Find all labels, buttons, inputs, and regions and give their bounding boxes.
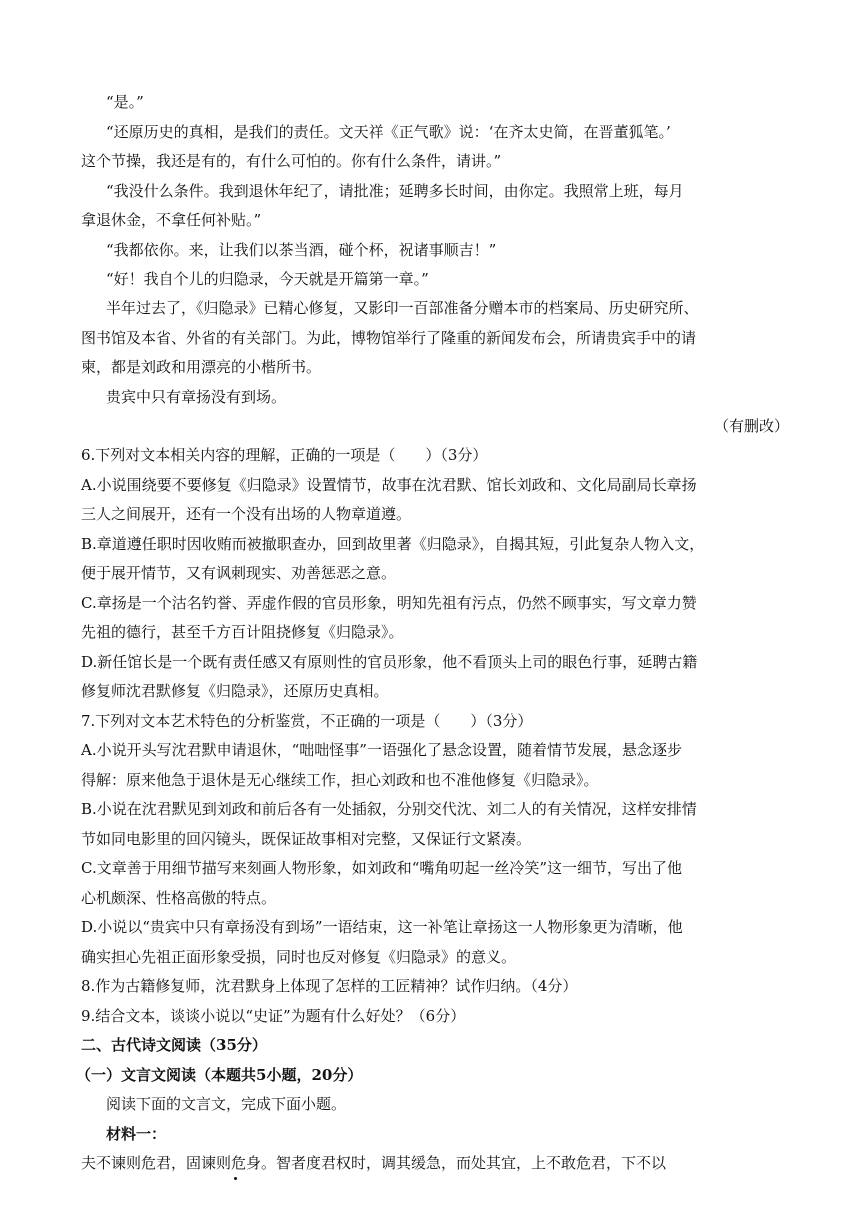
option-7b: B.小说在沈君默见到刘政和前后各有一处插叙，分别交代沈、刘二人的有关情况，这样安排情: [81, 800, 697, 818]
question-6: 6.下列对文本相关内容的理解，正确的一项是（ ）（3分）: [81, 446, 488, 464]
option-7c: C.文章善于用细节描写来刻画人物形象，如刘政和“嘴角叨起一丝冷笑”这一细节，写出了他: [81, 859, 683, 877]
classical-text-line: 夫不谏则危君，固谏则危身。智者度君权时，调其缓急，而处其宜，上不敢危君，下不以: [81, 1154, 667, 1172]
option-6c: C.章扬是一个沽名钓誉、弄虚作假的官员形象，明知先祖有污点，仍然不顾事实，写文章力赞: [81, 594, 697, 612]
edit-note: （有删改）: [713, 417, 789, 435]
story-paragraph: 柬，都是刘政和用漂亮的小楷所书。: [81, 358, 322, 376]
dialogue-line: “我没什么条件。我到退休年纪了，请批准；延聘多长时间，由你定。我照常上班，每月: [106, 182, 684, 200]
question-9: 9.结合文本，谈谈小说以“史证”为题有什么好处？（6分）: [81, 1007, 466, 1025]
option-7a: 得解：原来他急于退休是无心继续工作，担心刘政和也不准他修复《归隐录》。: [81, 771, 599, 789]
question-8: 8.作为古籍修复师，沈君默身上体现了怎样的工匠精神？试作归纳。（4分）: [81, 977, 578, 995]
option-7b: 节如同电影里的回闪镜头，既保证故事相对完整，又保证行文紧凑。: [81, 830, 532, 848]
option-6d: D.新任馆长是一个既有责任感又有原则性的官员形象，他不看顶头上司的眼色行事，延聘古籍: [81, 653, 698, 671]
emphasis-dot: [234, 1177, 237, 1180]
option-6d: 修复师沈君默修复《归隐录》，还原历史真相。: [81, 682, 389, 700]
option-6a: 三人之间展开，还有一个没有出场的人物章道遵。: [81, 505, 412, 523]
dialogue-line: 这个节操，我还是有的，有什么可怕的。你有什么条件，请讲。”: [81, 152, 502, 170]
option-6b: B.章道遵任职时因收贿而被撤职查办，回到故里著《归隐录》，自揭其短，引此复杂人物入文，: [81, 535, 705, 553]
option-6a: A.小说围绕要不要修复《归隐录》设置情节，故事在沈君默、馆长刘政和、文化局副局长章扬: [81, 476, 697, 494]
question-7: 7.下列对文本艺术特色的分析鉴赏，不正确的一项是（ ）（3分）: [81, 712, 533, 730]
story-paragraph: 半年过去了，《归隐录》已精心修复，又影印一百部准备分赠本市的档案局、历史研究所、: [106, 299, 699, 317]
dialogue-line: 拿退休金，不拿任何补贴。”: [81, 211, 262, 229]
dialogue-line: “好！我自个儿的归隐录，今天就是开篇第一章。”: [106, 270, 429, 288]
dialogue-line: “还原历史的真相，是我们的责任。文天祥《正气歌》说：‘在齐太史简，在晋董狐笔。’: [106, 123, 671, 141]
option-7a: A.小说开头写沈君默申请退休，“咄咄怪事”一语强化了悬念设置，随着情节发展，悬念逐步: [81, 741, 682, 759]
option-6b: 便于展开情节，又有讽刺现实、劝善惩恶之意。: [81, 564, 397, 582]
section-heading: 二、古代诗文阅读（35分）: [81, 1036, 267, 1054]
option-7d: D.小说以“贵宾中只有章扬没有到场”一语结束，这一补笔让章扬这一人物形象更为清晰，他: [81, 918, 683, 936]
subsection-heading: （一）文言文阅读（本题共5小题，20分）: [76, 1066, 363, 1084]
story-paragraph: 贵宾中只有章扬没有到场。: [106, 388, 287, 406]
dialogue-line: “是。”: [106, 93, 144, 111]
option-6c: 先祖的德行，甚至千方百计阻挠修复《归隐录》。: [81, 623, 404, 641]
reading-instruction: 阅读下面的文言文，完成下面小题。: [106, 1095, 347, 1113]
option-7c: 心机颇深、性格高傲的特点。: [81, 889, 277, 907]
dialogue-line: “我都依你。来，让我们以茶当酒，碰个杯，祝诸事顺吉！”: [106, 241, 497, 259]
story-paragraph: 图书馆及本省、外省的有关部门。为此，博物馆举行了隆重的新闻发布会，所请贵宾手中的请: [81, 329, 697, 347]
material-label: 材料一：: [106, 1125, 167, 1143]
option-7d: 确实担心先祖正面形象受损，同时也反对修复《归隐录》的意义。: [81, 948, 517, 966]
